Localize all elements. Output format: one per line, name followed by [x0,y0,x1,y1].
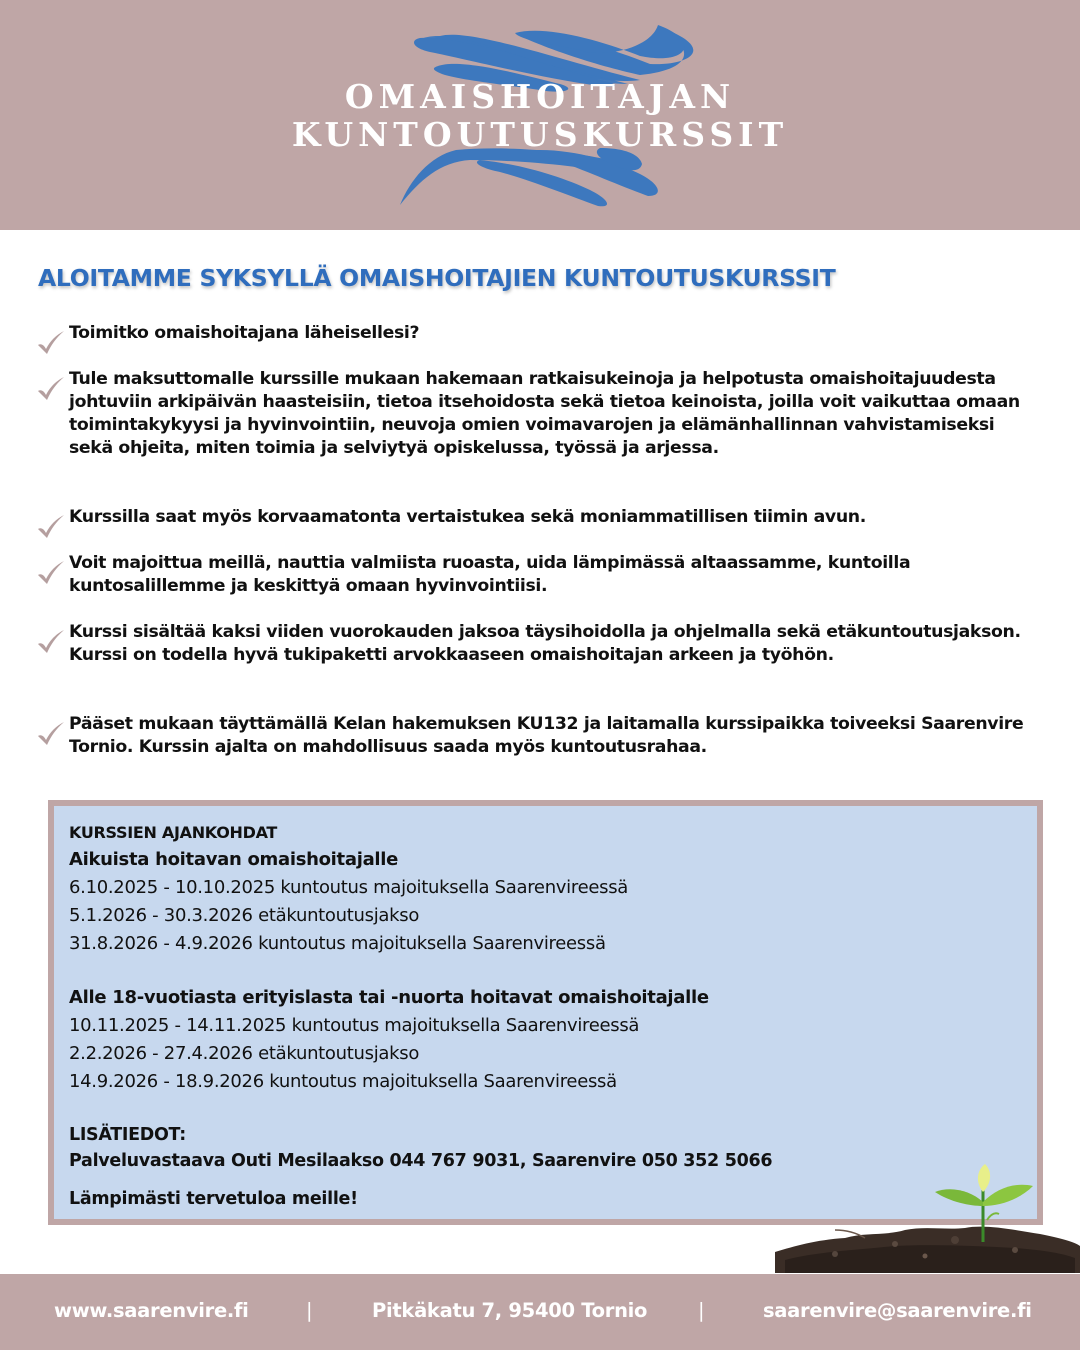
email-link[interactable]: saarenvire@saarenvire.fi [763,1299,1032,1322]
date-row: 5.1.2026 - 30.3.2026 etäkuntoutusjakso [69,905,420,926]
date-row: 31.8.2026 - 4.9.2026 kuntoutus majoituksella Saarenvireessä [69,933,606,954]
schedule-content [69,820,1029,1212]
contact-info: Palveluvastaava Outi Mesilaakso 044 767 9031, Saarenvire 050 352 5066 [69,1151,773,1171]
date-row: 6.10.2025 - 10.10.2025 kuntoutus majoituksella Saarenvireessä [69,877,629,898]
bullet-text: Pääset mukaan täyttämällä Kelan hakemuksen KU132 ja laitamalla kurssipaikka toiveeksi Saarenvire Tornio. Kurssin ajalta on mahdollisuus saada myös kuntoutusrahaa. [69,714,1024,757]
bullet-text: Voit majoittua meillä, nauttia valmiista ruoasta, uida lämpimässä altaassamme, kuntoilla kuntosalillemme ja keskittyä omaan hyvinvointiisi. [69,553,911,596]
checkmark-icon [36,721,66,747]
footer-separator: | [698,1299,705,1322]
page-title [0,78,1080,154]
address-text: Pitkäkatu 7, 95400 Tornio [372,1299,648,1322]
checkmark-icon [36,330,66,356]
date-row: 2.2.2026 - 27.4.2026 etäkuntoutusjakso [69,1043,420,1064]
group-title-child: Alle 18-vuotiasta erityislasta tai -nuorta hoitavat omaishoitajalle [69,987,709,1008]
footer-separator: | [306,1299,313,1322]
bullet-text: Tule maksuttomalle kurssille mukaan hakemaan ratkaisukeinoja ja helpotusta omaishoitajuudesta johtuviin arkipäivän haasteisiin, tietoa itsehoidosta sekä tietoa keinoista, joilla voit vaikuttaa omaan toimintakykyysi ja hyvinvointiin, neuvoja omien voimavarojen ja elämänhallinnan vahvistamiseksi sekä ohjeita, miten toimia ja selviytyä opiskelussa, työssä ja arjessa. [69,369,1020,458]
date-row: 14.9.2026 - 18.9.2026 kuntoutus majoituksella Saarenvireessä [69,1071,617,1092]
sprout-in-soil-image [775,1160,1080,1275]
checkmark-icon [36,376,66,402]
header-banner [0,0,1080,230]
date-row: 10.11.2025 - 14.11.2025 kuntoutus majoituksella Saarenvireessä [69,1015,640,1036]
contact-label: LISÄTIEDOT: [69,1125,186,1145]
website-link[interactable]: www.saarenvire.fi [54,1299,249,1322]
bullet-text: Toimitko omaishoitajana läheisellesi? [69,323,420,343]
checkmark-icon [36,629,66,655]
group-title-adult: Aikuista hoitavan omaishoitajalle [69,849,399,870]
headline: ALOITAMME SYKSYLLÄ OMAISHOITAJIEN KUNTOUTUSKURSSIT [38,264,836,292]
bullet-text: Kurssilla saat myös korvaamatonta vertaistukea sekä moniammatillisen tiimin avun. [69,507,866,527]
schedule-heading: KURSSIEN AJANKOHDAT [69,823,278,842]
title-line-2: KUNTOUTUSKURSSIT [291,115,789,154]
checkmark-icon [36,514,66,540]
title-line-1: OMAISHOITAJAN [344,77,736,116]
footer [0,1274,1080,1350]
checkmark-icon [36,560,66,586]
bullet-text: Kurssi sisältää kaksi viiden vuorokauden jaksoa täysihoidolla ja ohjelmalla sekä etäkuntoutusjakson. Kurssi on todella hyvä tukipaketti arvokkaaseen omaishoitajan arkeen ja työhön. [69,622,1021,665]
welcome-text: Lämpimästi tervetuloa meille! [69,1189,358,1209]
